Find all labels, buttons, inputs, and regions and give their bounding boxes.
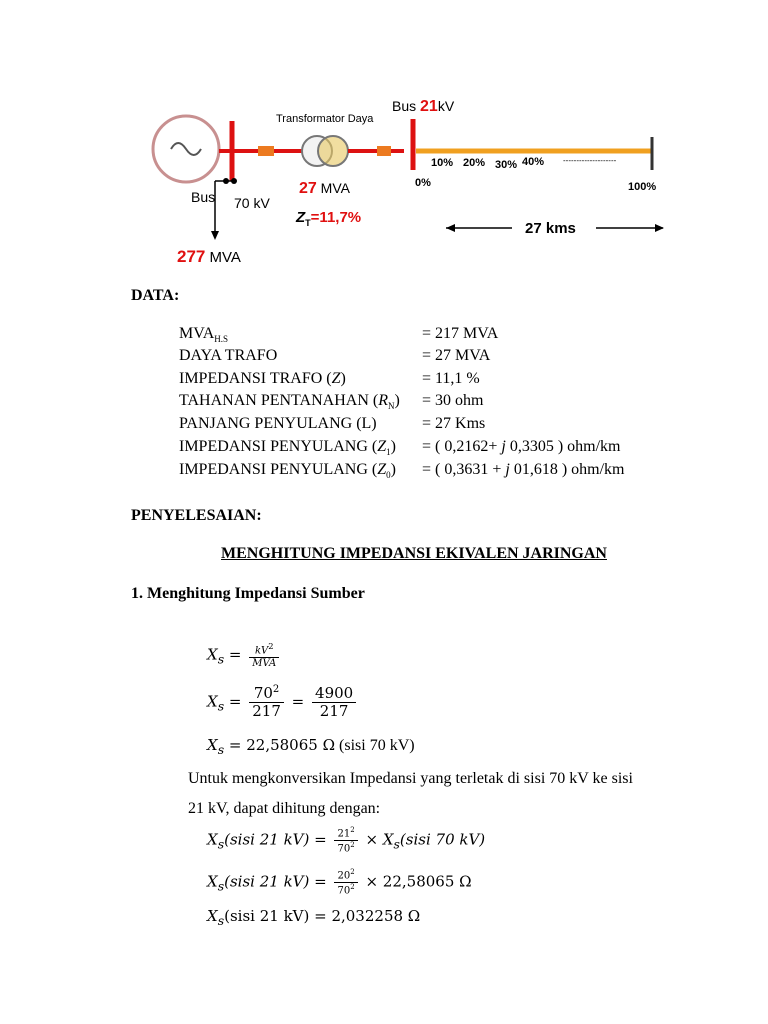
equation-xs-result-70kv: $X_s = 22,58065$ Ω (sisi 70 kV) — [207, 736, 415, 757]
equation-xs-substitution: $X_s$ = $\frac{70^2}{217}$ = $\frac{4900}{217}$ — [207, 684, 359, 721]
pct-0: 0% — [415, 177, 431, 189]
bus-label: Bus — [191, 189, 216, 205]
bus-70kv-label: 70 kV — [234, 195, 270, 211]
coupler-left — [258, 146, 274, 156]
length-label: 27 kms — [525, 220, 576, 237]
data-row-mva-hs-value: = 217 MVA — [422, 325, 499, 342]
source-mva-label: 277 MVA — [177, 247, 241, 266]
arrow-left-icon — [446, 224, 455, 232]
data-row-panjang-label: PANJANG PENYULANG (L) — [179, 415, 377, 432]
data-row-z1-value: = ( 0,2162+ j 0,3305 ) ohm/km — [422, 438, 621, 455]
data-row-tahanan-label: TAHANAN PENTANAHAN $(R_N)$ — [179, 392, 400, 412]
data-row-daya-trafo-value: = 27 MVA — [422, 347, 491, 364]
section-title: MENGHITUNG IMPEDANSI EKIVALEN JARINGAN — [221, 545, 607, 562]
equation-xs-formula: $X_s$ = $\frac{kV^2}{\text{MVA}}$ — [207, 642, 282, 669]
data-row-mva-hs-label: $MVA_{H.S}$ — [179, 325, 229, 345]
zt-label: $Z_T=11,7\%$ — [296, 209, 362, 228]
data-row-z1-label: IMPEDANSI PENYULANG $(Z_1)$ — [179, 438, 396, 458]
conversion-paragraph-line-2: 21 kV, dapat dihitung dengan: — [188, 800, 381, 817]
pct-100: 100% — [628, 181, 657, 193]
data-row-impedansi-trafo-label: IMPEDANSI TRAFO (Z) — [179, 370, 346, 387]
pct-10: 10% — [431, 157, 454, 169]
pct-40: 40% — [522, 156, 545, 168]
equation-conversion-formula: $X_s(sisi$ 21 kV) = $\frac{21^2}{70^2}$ × $X_s(sisi$ 70 kV) — [207, 826, 486, 855]
bus-21kv-label: Bus 21kV — [392, 98, 455, 115]
data-row-z0-value: = ( 0,3631 + j 01,618 ) ohm/km — [422, 461, 625, 478]
step-1-heading: 1. Menghitung Impedansi Sumber — [131, 585, 365, 602]
transformer-icon-right — [318, 136, 348, 166]
data-row-panjang-value: = 27 Kms — [422, 415, 486, 432]
equation-conversion-substitution: $X_s(sisi$ 21 kV) = $\frac{20^2}{70^2}$ × 22,58065 Ω — [207, 868, 472, 897]
coupler-right — [377, 146, 391, 156]
one-line-diagram — [0, 0, 768, 280]
trafo-mva-label: 27 MVA — [299, 180, 350, 197]
transformer-title: Transformator Daya — [276, 113, 374, 125]
data-row-impedansi-trafo-value: = 11,1 % — [422, 370, 480, 387]
data-row-daya-trafo-label: DAYA TRAFO — [179, 347, 278, 364]
pct-20: 20% — [463, 157, 486, 169]
penyelesaian-heading: PENYELESAIAN: — [131, 507, 262, 524]
arrow-down-icon — [211, 231, 219, 240]
pct-30: 30% — [495, 159, 518, 171]
data-row-z0-label: IMPEDANSI PENYULANG $(Z_0)$ — [179, 461, 396, 481]
pct-dots: -------------------- — [563, 156, 617, 165]
arrow-right-icon — [655, 224, 664, 232]
data-row-tahanan-value: = 30 ohm — [422, 392, 484, 409]
equation-conversion-result: $X_s(sisi$ 21 kV) = 2,032258 Ω — [207, 907, 421, 928]
conversion-paragraph-line-1: Untuk mengkonversikan Impedansi yang terletak di sisi 70 kV ke sisi — [188, 770, 633, 787]
data-heading: DATA: — [131, 287, 180, 304]
